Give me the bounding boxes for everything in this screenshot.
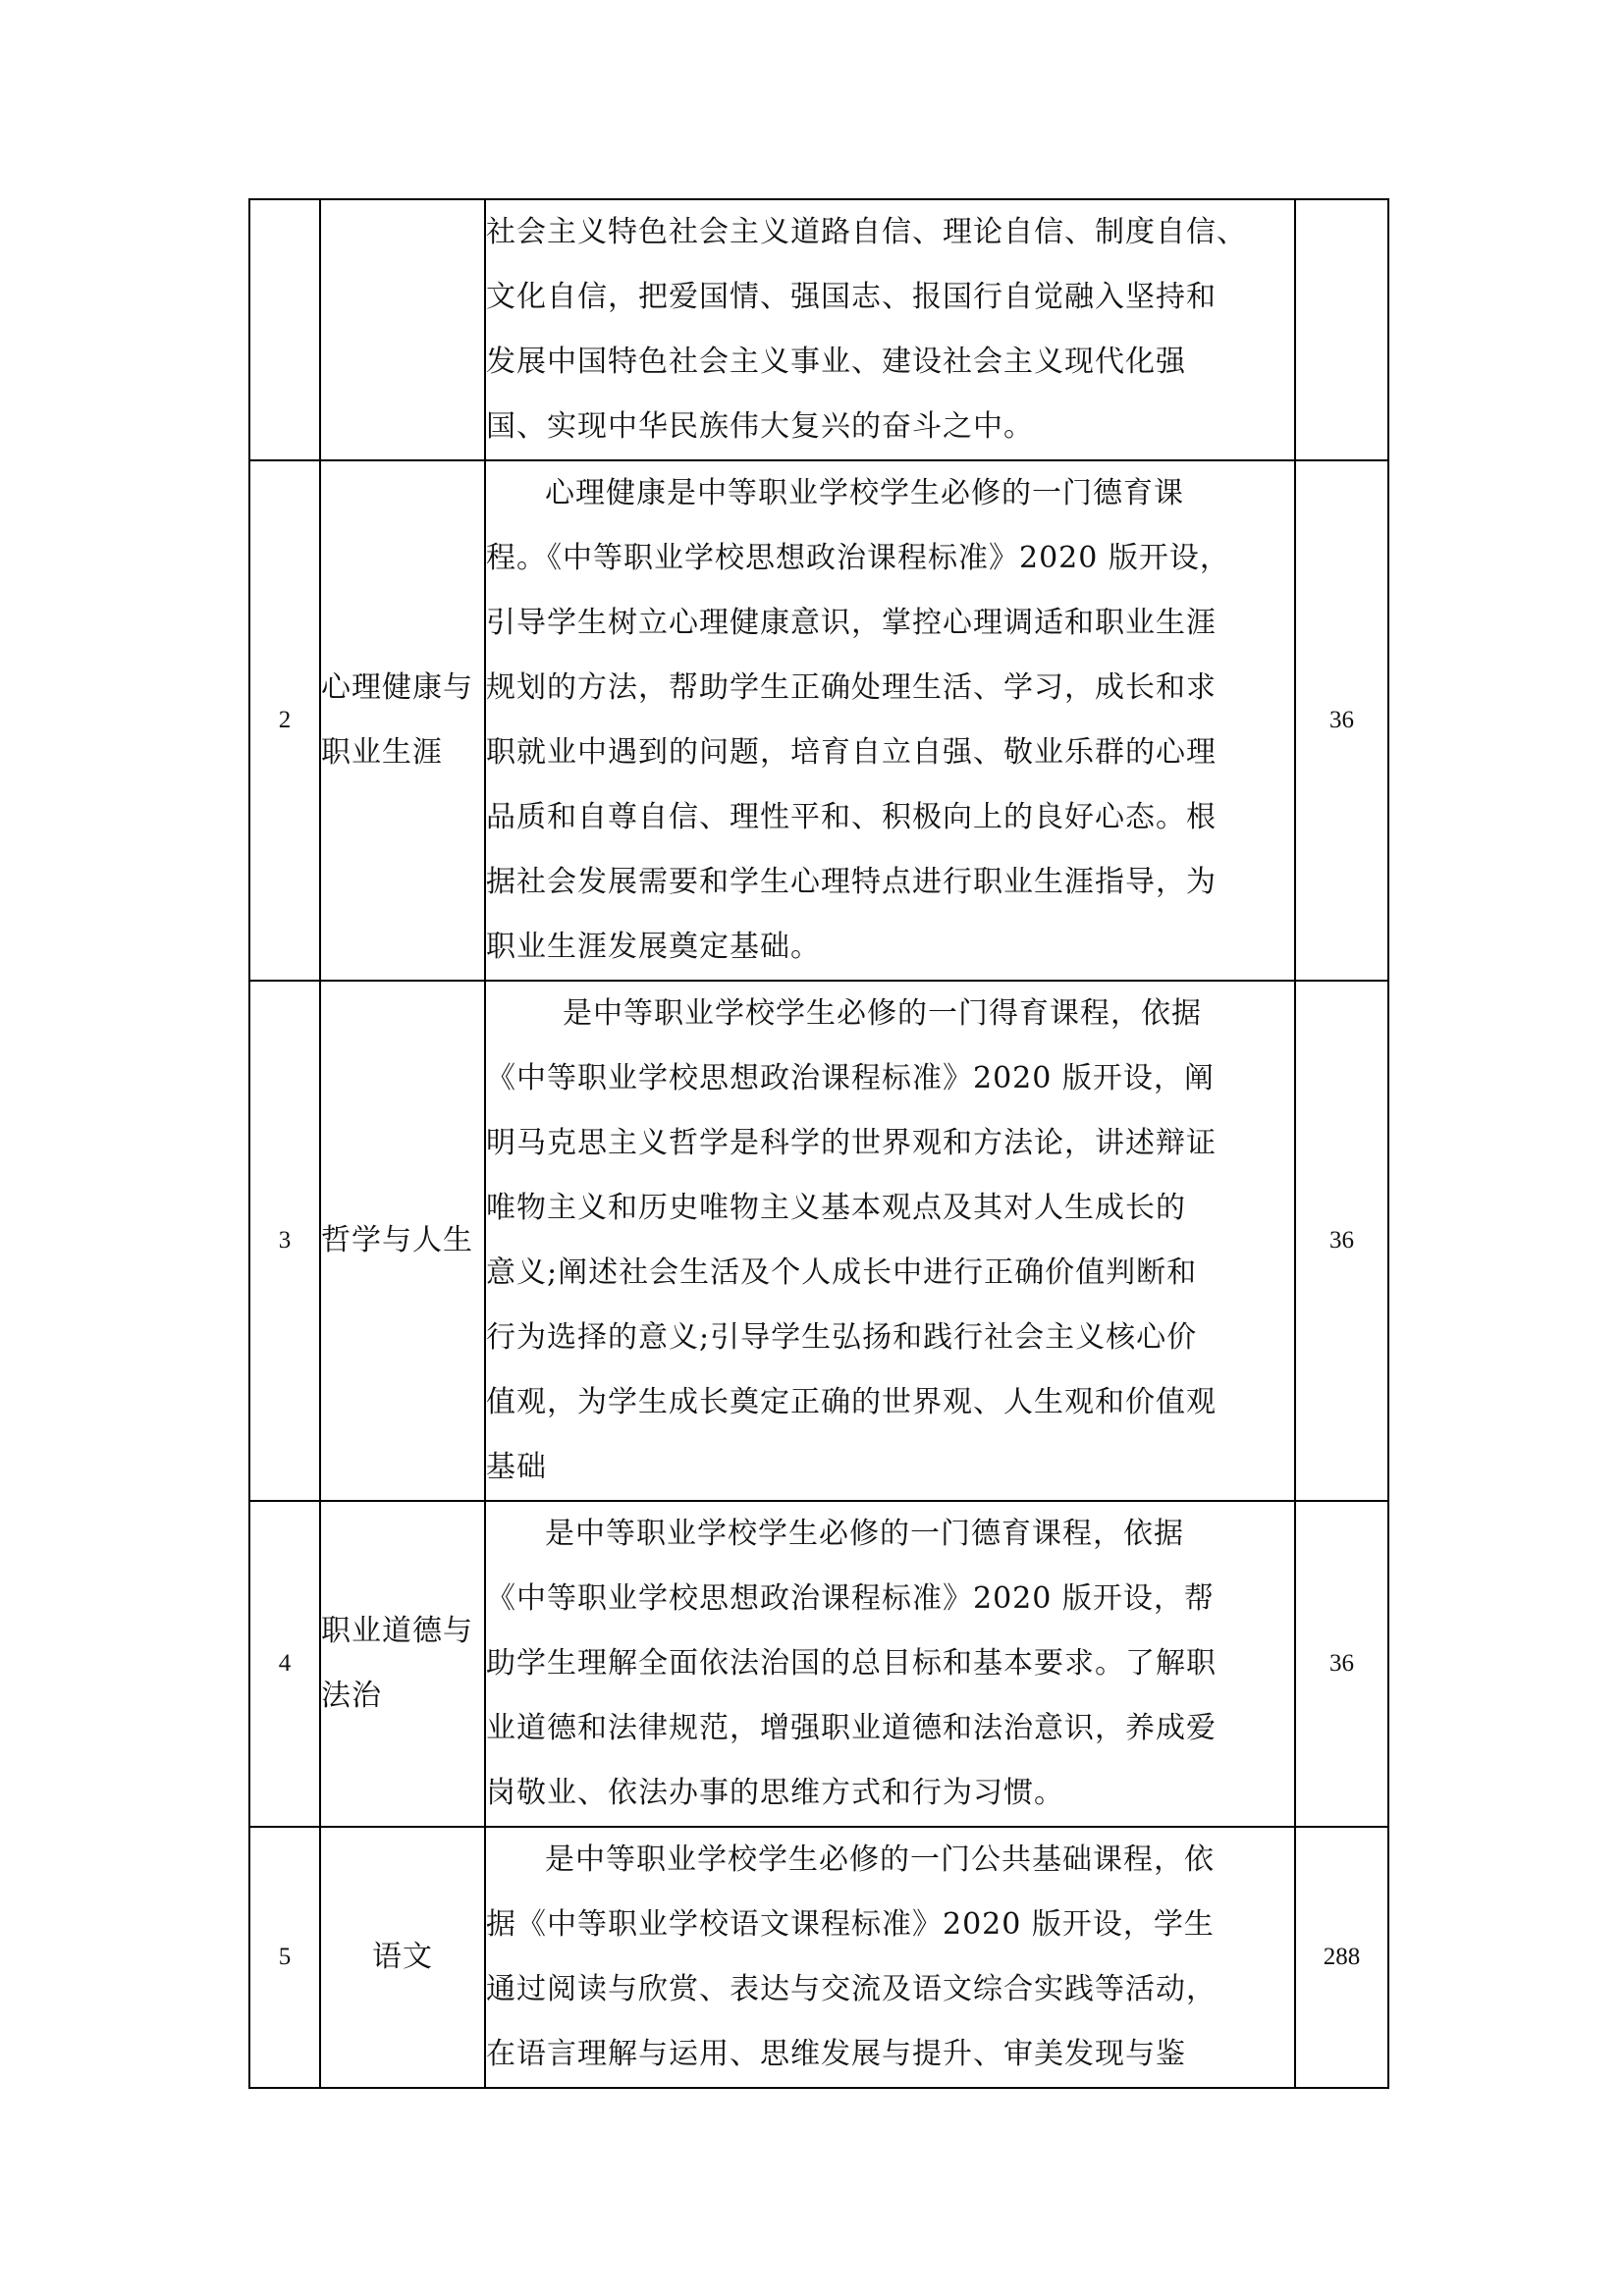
description-line: 通过阅读与欣赏、表达与交流及语文综合实践等活动， [486,1972,1217,2006]
row-number: 2 [249,460,320,981]
description-line: 程。《中等职业学校思想政治课程标准》2020 版开设， [486,541,1230,575]
description-line: 行为选择的意义;引导学生弘扬和践行社会主义核心价 [486,1320,1198,1355]
table-row [249,1827,1388,2088]
table-row [249,1501,1388,1827]
description-line: 在语言理解与运用、思维发展与提升、审美发现与鉴 [486,2037,1186,2071]
description-line: 引导学生树立心理健康意识，掌控心理调适和职业生涯 [486,606,1217,640]
table-row [249,981,1388,1501]
table-row [249,460,1388,981]
description-line: 唯物主义和历史唯物主义基本观点及其对人生成长的 [486,1191,1186,1225]
description-line: 品质和自尊自信、理性平和、积极向上的良好心态。根 [486,800,1217,834]
description-line: 文化自信，把爱国情、强国志、报国行自觉融入坚持和 [486,280,1217,314]
description-line: 《中等职业学校思想政治课程标准》2020 版开设，帮 [486,1581,1215,1616]
row-number: 3 [249,981,320,1501]
description-line: 是中等职业学校学生必修的一门德育课程，依据 [545,1517,1184,1551]
course-hours: 36 [1295,460,1388,981]
course-hours [1295,199,1388,460]
course-name: 语文 [320,1827,485,2088]
course-hours: 36 [1295,1501,1388,1827]
description-line: 明马克思主义哲学是科学的世界观和方法论，讲述辩证 [486,1126,1217,1160]
description-line: 助学生理解全面依法治国的总目标和基本要求。了解职 [486,1646,1217,1681]
description-line: 据《中等职业学校语文课程标准》2020 版开设，学生 [486,1907,1215,1942]
table-row [249,199,1388,460]
course-description [485,460,1295,981]
course-hours: 288 [1295,1827,1388,2088]
description-line: 职就业中遇到的问题，培育自立自强、敬业乐群的心理 [486,735,1217,770]
row-number [249,199,320,460]
description-line: 《中等职业学校思想政治课程标准》2020 版开设，阐 [486,1061,1215,1095]
course-name: 哲学与人生 [320,981,485,1501]
course-name: 职业道德与法治 [320,1501,485,1827]
description-line: 值观，为学生成长奠定正确的世界观、人生观和价值观 [486,1385,1217,1419]
description-line: 心理健康是中等职业学校学生必修的一门德育课 [545,476,1184,510]
row-number: 5 [249,1827,320,2088]
course-description [485,199,1295,460]
description-line: 业道德和法律规范，增强职业道德和法治意识，养成爱 [486,1711,1217,1745]
description-line: 发展中国特色社会主义事业、建设社会主义现代化强 [486,345,1186,379]
course-description [485,1501,1295,1827]
course-hours: 36 [1295,981,1388,1501]
course-description [485,981,1295,1501]
description-line: 规划的方法，帮助学生正确处理生活、学习，成长和求 [486,670,1217,705]
row-number: 4 [249,1501,320,1827]
description-line: 据社会发展需要和学生心理特点进行职业生涯指导，为 [486,865,1217,899]
description-line: 基础 [486,1450,547,1484]
course-table [248,198,1389,2089]
course-name [320,199,485,460]
course-name: 心理健康与职业生涯 [320,460,485,981]
description-line: 社会主义特色社会主义道路自信、理论自信、制度自信、 [486,215,1247,249]
description-line: 国、实现中华民族伟大复兴的奋斗之中。 [486,409,1034,444]
description-line: 是中等职业学校学生必修的一门得育课程，依据 [563,996,1202,1031]
description-line: 意义;阐述社会生活及个人成长中进行正确价值判断和 [486,1255,1198,1290]
description-line: 是中等职业学校学生必修的一门公共基础课程，依 [545,1842,1215,1877]
course-description [485,1827,1295,2088]
description-line: 岗敬业、依法办事的思维方式和行为习惯。 [486,1776,1064,1810]
description-line: 职业生涯发展奠定基础。 [486,930,821,964]
